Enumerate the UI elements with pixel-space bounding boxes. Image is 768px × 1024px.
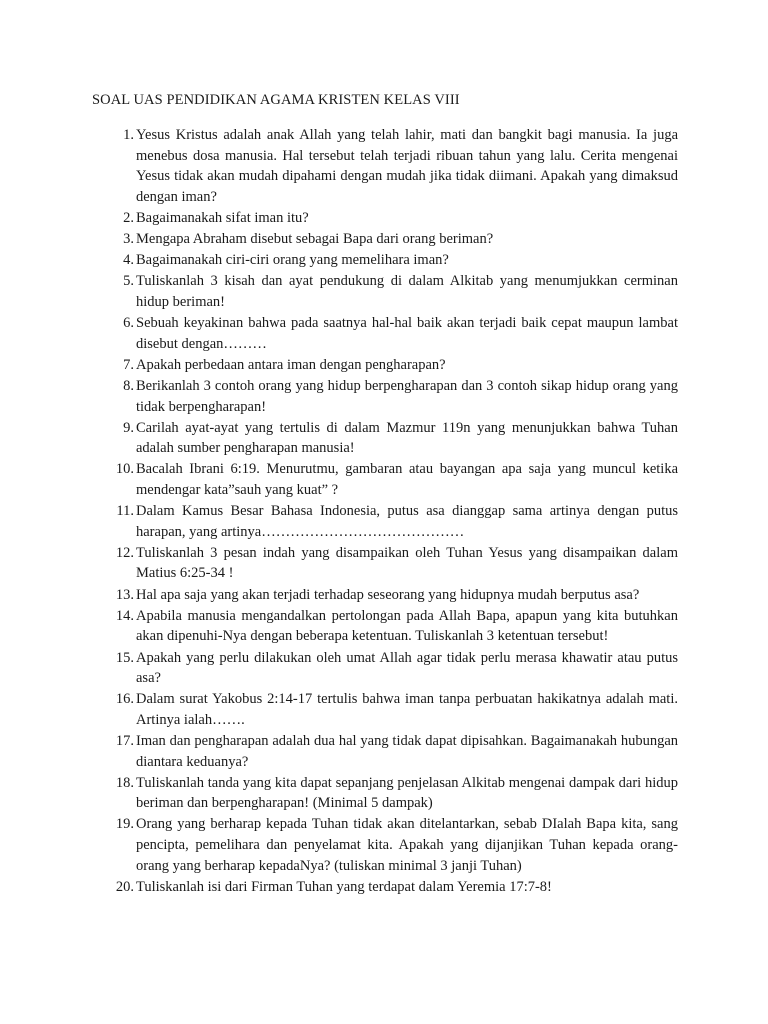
question-number: 2.: [123, 209, 134, 226]
question-number: 13.: [115, 586, 134, 603]
question-number: 4.: [123, 252, 134, 269]
question-text: Iman dan pengharapan adalah dua hal yang tidak dapat dipisahkan. Bagaimanakah hubungan diantara keduanya?: [136, 732, 678, 770]
question-text: Dalam Kamus Besar Bahasa Indonesia, putus asa dianggap sama artinya dengan putus harapan, yang artinya……………………………………: [136, 503, 678, 540]
question-text: Apakah yang perlu dilakukan oleh umat Allah agar tidak perlu merasa khawatir atau putus asa?: [136, 649, 678, 687]
question-number: 16.: [115, 691, 134, 708]
question-item: [92, 208, 678, 229]
question-text: Berikanlah 3 contoh orang yang hidup berpengharapan dan 3 contoh sikap hidup orang yang tidak berpengharapan!: [136, 377, 678, 415]
question-number: 20.: [115, 878, 134, 895]
question-item: [92, 313, 678, 354]
question-text: Hal apa saja yang akan terjadi terhadap seseorang yang hidupnya mudah berputus asa?: [136, 586, 640, 603]
question-item: [92, 501, 678, 542]
question-item: [92, 606, 678, 647]
question-item: [92, 773, 678, 814]
question-text: Mengapa Abraham disebut sebagai Bapa dari orang beriman?: [136, 231, 494, 248]
document-title: SOAL UAS PENDIDIKAN AGAMA KRISTEN KELAS VIII: [92, 92, 460, 108]
question-item: [92, 250, 678, 271]
question-item: [92, 689, 678, 730]
question-text: Bacalah Ibrani 6:19. Menurutmu, gambaran atau bayangan apa saja yang muncul ketika mendengar kata”sauh yang kuat” ?: [136, 461, 678, 499]
question-item: [92, 376, 678, 417]
question-text: Apabila manusia mengandalkan pertolongan pada Allah Bapa, apapun yang kita butuhkan akan dipenuhi-Nya dengan beberapa ketentuan. Tuliskanlah 3 ketentuan tersebut!: [136, 607, 678, 645]
question-number: 10.: [115, 461, 134, 478]
question-item: [92, 648, 678, 689]
question-item: [92, 229, 678, 250]
question-text: Tuliskanlah 3 pesan indah yang disampaikan oleh Tuhan Yesus yang disampaikan dalam Matius 6:25-34 !: [136, 544, 678, 582]
question-number: 6.: [123, 315, 134, 332]
question-number: 18.: [115, 774, 134, 791]
question-text: Tuliskanlah tanda yang kita dapat sepanjang penjelasan Alkitab mengenai dampak dari hidup beriman dan berpengharapan! (Minimal 5 dampak): [136, 774, 678, 812]
question-text: Dalam surat Yakobus 2:14-17 tertulis bahwa iman tanpa perbuatan hakikatnya adalah mati. Artinya ialah…….: [136, 691, 678, 728]
question-text: Sebuah keyakinan bahwa pada saatnya hal-hal baik akan terjadi baik cepat maupun lambat disebut dengan………: [136, 315, 678, 352]
question-item: [92, 814, 678, 876]
question-list: [92, 125, 678, 898]
question-item: [92, 418, 678, 459]
question-number: 1.: [123, 127, 134, 143]
question-item: [92, 355, 678, 376]
question-number: 8.: [123, 377, 134, 394]
question-item: [92, 585, 678, 606]
question-text: Bagaimanakah ciri-ciri orang yang memelihara iman?: [136, 252, 449, 269]
question-item: [92, 543, 678, 584]
question-item: [92, 271, 678, 312]
question-number: 12.: [115, 544, 134, 561]
question-number: 14.: [115, 607, 134, 624]
question-text: Tuliskanlah isi dari Firman Tuhan yang terdapat dalam Yeremia 17:7-8!: [136, 878, 552, 895]
question-number: 11.: [116, 503, 134, 520]
question-text: Apakah perbedaan antara iman dengan pengharapan?: [136, 356, 446, 373]
question-item: [92, 877, 678, 898]
question-number: 19.: [115, 816, 134, 833]
question-text: Tuliskanlah 3 kisah dan ayat pendukung di dalam Alkitab yang menumjukkan cerminan hidup beriman!: [136, 273, 678, 310]
question-number: 5.: [123, 273, 134, 290]
question-text: Bagaimanakah sifat iman itu?: [136, 209, 309, 226]
question-text: Orang yang berharap kepada Tuhan tidak akan ditelantarkan, sebab DIalah Bapa kita, sang pencipta, pemelihara dan penyelamat kita. Apakah yang dijanjikan Tuhan kepada orang-orang yang berharap kepadaNya? (tuliskan minimal 3 janji Tuhan): [136, 816, 678, 874]
question-number: 17.: [115, 732, 134, 749]
question-item: [92, 731, 678, 772]
question-number: 9.: [123, 419, 134, 436]
question-text: Carilah ayat-ayat yang tertulis di dalam Mazmur 119n yang menunjukkan bahwa Tuhan adalah sumber pengharapan manusia!: [136, 419, 678, 457]
question-number: 3.: [123, 231, 134, 248]
question-item: [92, 125, 678, 207]
question-text: Yesus Kristus adalah anak Allah yang telah lahir, mati dan bangkit bagi manusia. Ia juga menebus dosa manusia. Hal tersebut telah terjadi ribuan tahun yang lalu. Cerita mengenai Yesus tidak akan mudah dipahami dengan mudah jika tidak diimani. Apakah yang dimaksud dengan iman?: [136, 127, 678, 205]
question-number: 15.: [115, 649, 134, 666]
question-item: [92, 459, 678, 500]
question-number: 7.: [123, 356, 134, 373]
